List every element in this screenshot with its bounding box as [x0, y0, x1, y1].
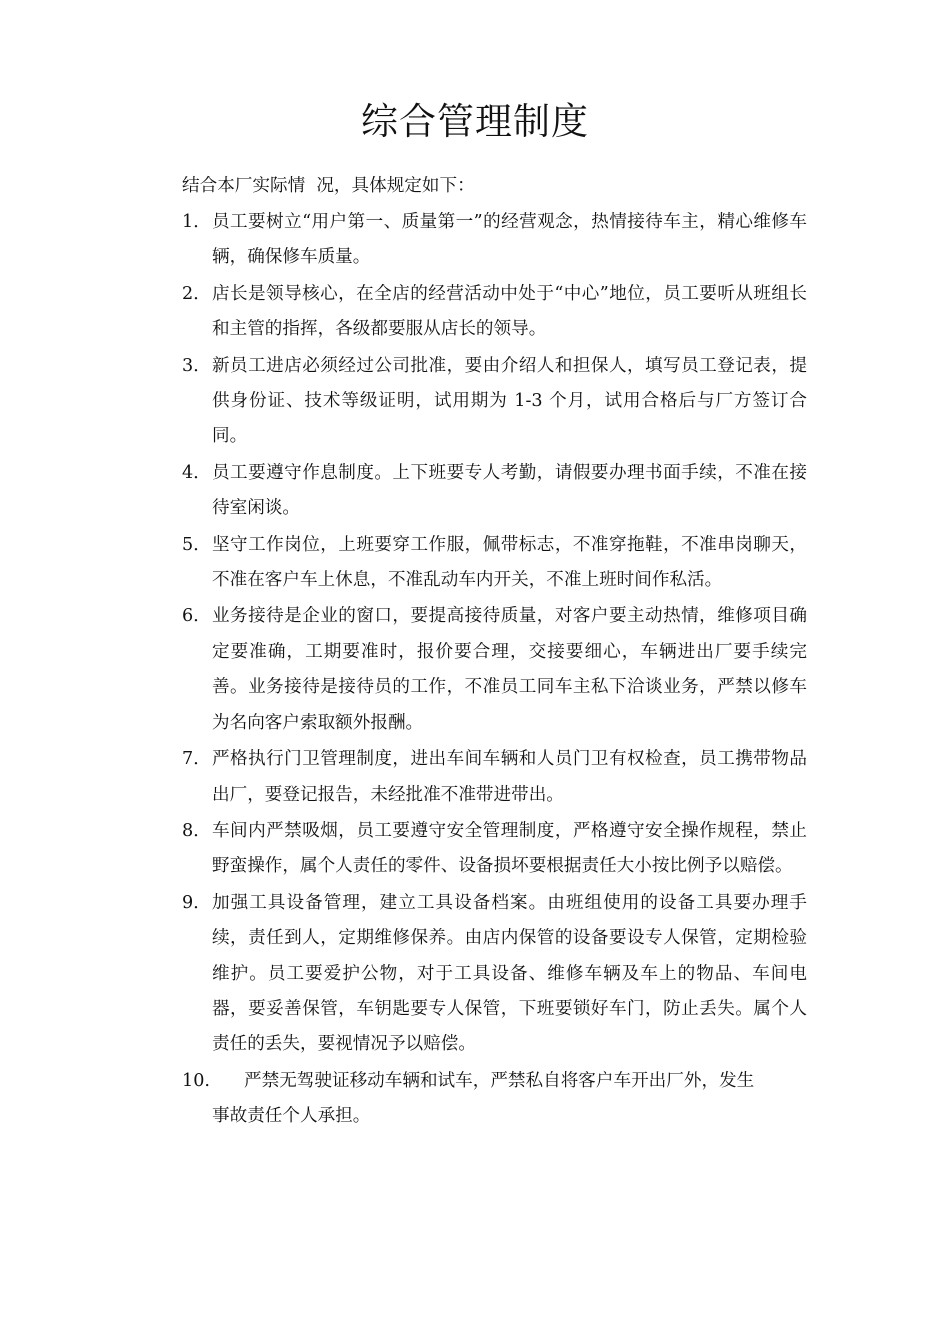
rules-list	[182, 205, 807, 1135]
rule-item-9	[182, 886, 807, 1063]
rule-number: 2．	[182, 283, 211, 304]
intro-paragraph: 结合本厂实际情 况，具体规定如下：	[182, 176, 475, 196]
rule-text: 员工要遵守作息制度。上下班要专人考勤，请假要办理书面手续，不准在接待室闲谈。	[212, 462, 807, 519]
rule-text: 加强工具设备管理，建立工具设备档案。由班组使用的设备工具要办理手续，责任到人，定期维修保养。由店内保管的设备要设专人保管，定期检验维护。员工要爱护公物，对于工具设备、维修车辆及车上的物品、车间电器，要妥善保管，车钥匙要专人保管，下班要锁好车门，防止丢失。属个人责任的丢失，要视情况予以赔偿。	[212, 892, 807, 1055]
rule-text-continued: 事故责任个人承担。	[212, 1106, 371, 1127]
rule-item-2	[182, 277, 807, 348]
rule-number: 4．	[182, 462, 211, 483]
rule-number: 10.	[182, 1070, 210, 1091]
rule-number: 9．	[182, 892, 211, 913]
rule-item-8	[182, 814, 807, 885]
rule-number: 3．	[182, 355, 211, 376]
rule-number: 7．	[182, 749, 211, 770]
rule-text: 员工要树立“用户第一、质量第一”的经营观念，热情接待车主，精心维修车辆，确保修车质量。	[212, 212, 807, 268]
rule-text: 车间内严禁吸烟，员工要遵守安全管理制度，严格遵守安全操作规程，禁止野蛮操作，属个人责任的零件、设备损坏要根据责任大小按比例予以赔偿。	[212, 820, 807, 877]
rule-item-3	[182, 349, 807, 455]
rule-text-first-line: 严禁无驾驶证移动车辆和试车，严禁私自将客户车开出厂外，发生	[244, 1070, 755, 1091]
rule-text: 坚守工作岗位，上班要穿工作服，佩带标志，不准穿拖鞋，不准串岗聊天，不准在客户车上休息，不准乱动车内开关，不准上班时间作私活。	[212, 534, 807, 591]
rule-item-1	[182, 205, 807, 276]
rule-item-7	[182, 742, 807, 813]
document-title: 综合管理制度	[361, 100, 589, 143]
rule-number: 5．	[182, 534, 211, 555]
rule-number: 6．	[182, 606, 211, 627]
rule-text: 严格执行门卫管理制度，进出车间车辆和人员门卫有权检查，员工携带物品出厂，要登记报告，未经批准不准带进带出。	[212, 749, 807, 805]
rule-item-10	[182, 1064, 807, 1135]
rule-item-4	[182, 456, 807, 527]
rule-text: 店长是领导核心，在全店的经营活动中处于“中心”地位，员工要听从班组长和主管的指挥，各级都要服从店长的领导。	[212, 283, 807, 340]
rule-item-5	[182, 528, 807, 599]
rule-number: 8．	[182, 820, 211, 841]
rule-text: 业务接待是企业的窗口，要提高接待质量，对客户要主动热情，维修项目确定要准确，工期要准时，报价要合理，交接要细心，车辆进出厂要手续完善。业务接待是接待员的工作，不准员工同车主私下洽谈业务，严禁以修车为名向客户索取额外报酬。	[212, 606, 807, 733]
rule-text: 新员工进店必须经过公司批准，要由介绍人和担保人，填写员工登记表，提供身份证、技术等级证明，试用期为 1-3 个月，试用合格后与厂方签订合同。	[212, 355, 807, 447]
rule-item-6	[182, 599, 807, 741]
rule-number: 1．	[182, 212, 211, 232]
